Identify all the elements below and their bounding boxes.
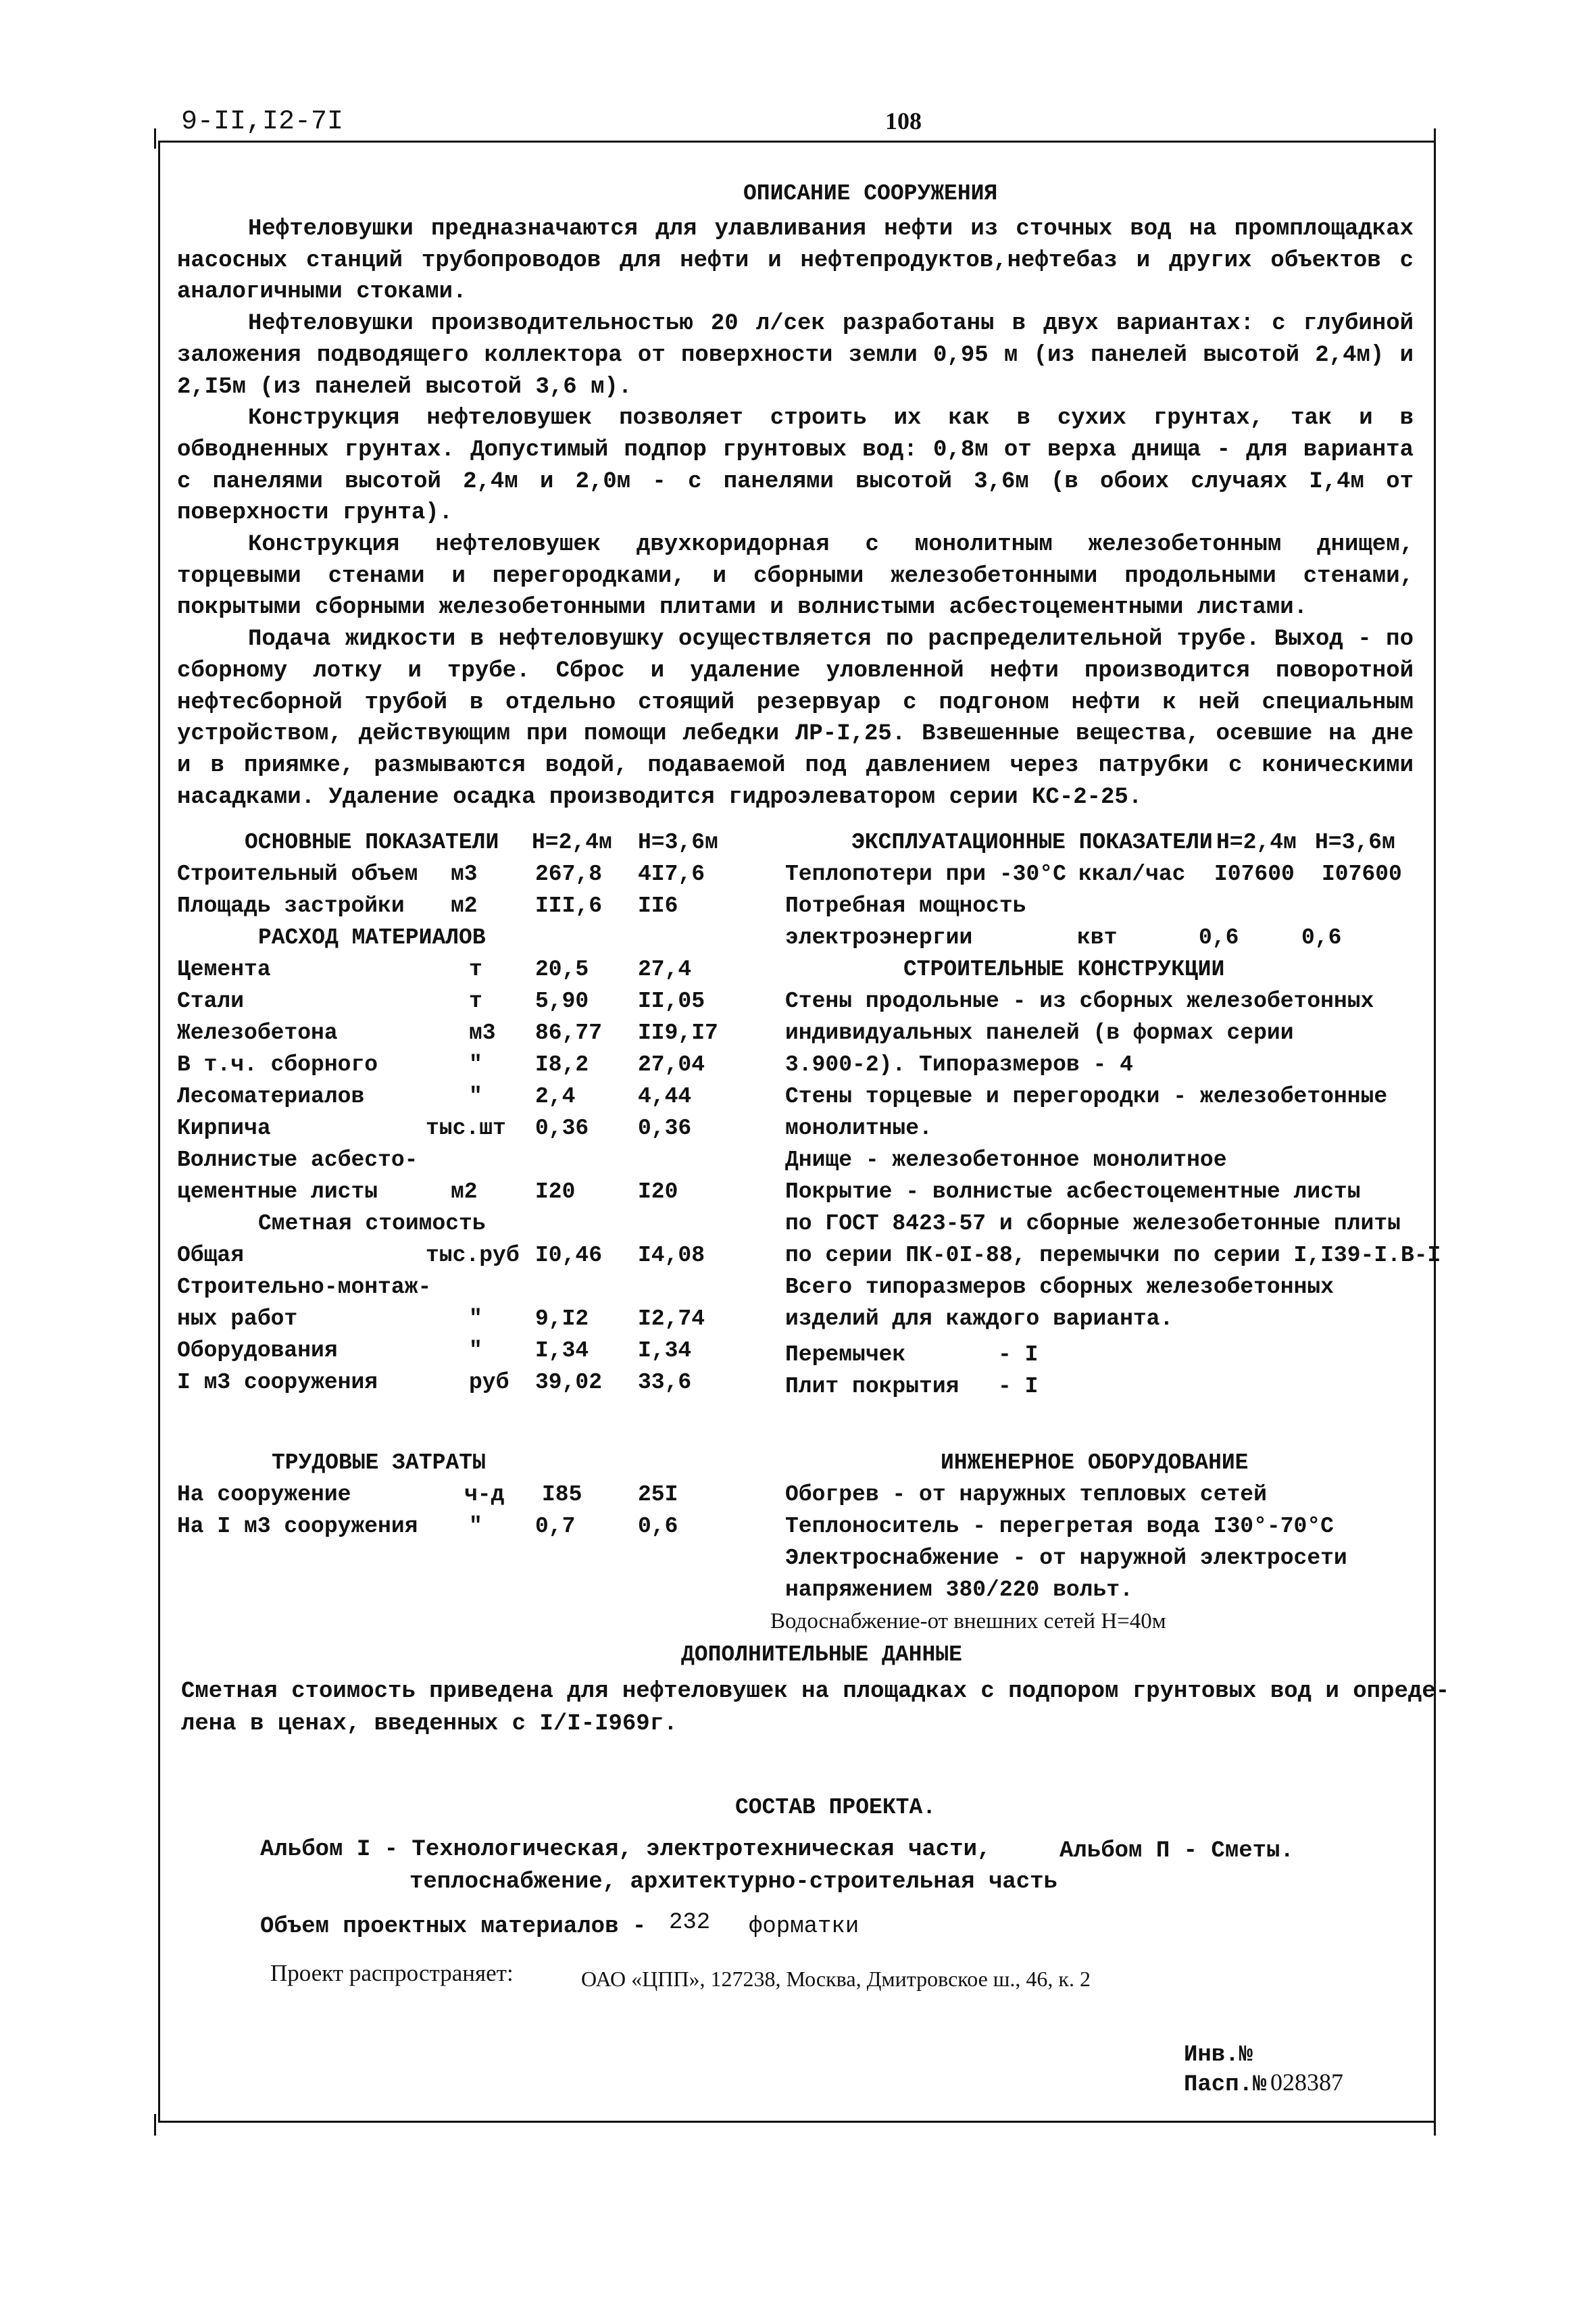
operational-header — [785, 830, 1420, 862]
row-name: Оборудования — [177, 1338, 338, 1363]
row-value-2: II9,I7 — [638, 1020, 718, 1045]
engineering-text: напряжением 380/220 вольт. — [785, 1577, 1133, 1602]
album-2-line: Альбом П - Сметы. — [1059, 1838, 1294, 1864]
album-1-line: теплоснабжение, архитектурно-строительная часть — [409, 1869, 1057, 1895]
distributor-label: Проект распространяет: — [270, 1960, 514, 1986]
row-value-1: 0,7 — [535, 1514, 576, 1539]
engineering-equipment — [770, 1450, 1420, 1641]
row-unit: квт — [1077, 925, 1118, 950]
materials-header — [177, 925, 745, 957]
structures-line — [785, 1211, 1420, 1243]
album-1-line: Альбом I - Технологическая, электротехническая части, — [260, 1837, 991, 1863]
distributor-value: ОАО «ЦПП», 127238, Москва, Дмитровское ш., 46, к. 2 — [581, 1967, 1091, 1991]
structures-title: СТРОИТЕЛЬНЫЕ КОНСТРУКЦИИ — [903, 957, 1225, 982]
additional-line: Сметная стоимость приведена для нефтеловушек на площадках с подпором грунтовых вод и опреде- — [181, 1679, 1450, 1704]
labor-costs — [177, 1450, 745, 1546]
row-unit: м2 — [451, 1179, 478, 1204]
row-name: Строительно-монтаж- — [177, 1275, 432, 1300]
description-paragraph: Конструкция нефтеловушек позволяет строить их как в сухих грунтах, так и в обводненных грунтах. Допустимый подпор грунтовых вод: 0,8м от верха днища - для варианта с панелями высотой 2,4м и 2,0м - с панелями высотой 3,6м (в обоих случаях I,4м от поверхности грунта). — [177, 405, 1414, 526]
row-name: цементные листы — [177, 1179, 378, 1204]
engineering-line — [785, 1577, 1420, 1609]
passport-label: Пасп.№ — [1184, 2072, 1267, 2098]
row-value-1: 2,4 — [535, 1084, 576, 1109]
row-value-1: 5,90 — [535, 989, 589, 1014]
lintels-value: - I — [998, 1342, 1039, 1367]
row-name: Стали — [177, 989, 245, 1014]
table-row — [177, 893, 745, 925]
structures-line — [785, 1084, 1420, 1116]
row-name: Железобетона — [177, 1020, 338, 1045]
row-value-1: I07600 — [1214, 862, 1295, 887]
engineering-line — [770, 1609, 1420, 1641]
volume-label: Объем проектных материалов - — [260, 1914, 647, 1940]
structures-line — [785, 989, 1420, 1020]
document-code: 9-II,I2-7I — [181, 107, 344, 137]
labor-title: ТРУДОВЫЕ ЗАТРАТЫ — [272, 1450, 486, 1475]
cost-title: Сметная стоимость — [258, 1211, 486, 1236]
operational-indicators — [785, 830, 1441, 1406]
table-row — [177, 989, 745, 1020]
description-paragraph: Нефтеловушки предназначаются для улавливания нефти из сточных вод на промплощадках насосных станций трубопроводов для нефти и нефтепродуктов,нефтебаз и других объектов с аналогичными стоками. — [177, 216, 1414, 305]
frame-tick-top — [154, 128, 156, 149]
structures-text: индивидуальных панелей (в формах серии — [785, 1020, 1294, 1045]
inventory-label: Инв.№ — [1184, 2042, 1253, 2068]
engineering-text: Электроснабжение - от наружной электросети — [785, 1546, 1347, 1571]
row-value-1: 267,8 — [535, 862, 603, 887]
row-value-1: III,6 — [535, 893, 603, 918]
row-unit: " — [469, 1084, 482, 1109]
description-body — [177, 214, 1414, 813]
table-row — [785, 893, 1420, 925]
table-row — [177, 1370, 745, 1402]
structures-text: Стены торцевые и перегородки - железобетонные — [785, 1084, 1388, 1109]
row-name: Площадь застройки — [177, 893, 405, 918]
slabs-label: Плит покрытия — [785, 1374, 959, 1399]
table-row — [177, 1052, 745, 1084]
row-name: электроэнергии — [785, 925, 973, 950]
composition-title: СОСТАВ ПРОЕКТА. — [735, 1795, 937, 1820]
table-row — [177, 1514, 745, 1546]
row-value-2: I4,08 — [638, 1243, 705, 1268]
main-indicators-title: ОСНОВНЫЕ ПОКАЗАТЕЛИ — [245, 830, 499, 855]
row-value-2: 4,44 — [638, 1084, 692, 1109]
row-name: Теплопотери при -30°С — [785, 862, 1066, 887]
row-name: I м3 сооружения — [177, 1370, 378, 1395]
row-value-2: 27,4 — [638, 957, 692, 982]
row-value-1: I,34 — [535, 1338, 589, 1363]
row-value-2: 27,04 — [638, 1052, 705, 1077]
row-unit: тыс.руб — [426, 1243, 520, 1268]
description-paragraph: Подача жидкости в нефтеловушку осуществляется по распределительной трубе. Выход - по сборному лотку и трубе. Сброс и удаление уловленной нефти производится поворотной нефтесборной трубой в отдельно стоящий резервуар с подгоном нефти к ней специальным устройством, действующим при помощи лебедки ЛР-I,25. Взвешенные вещества, осевшие на дне и в приямке, размываются водой, подаваемой под давлением через патрубки с коническими насадками. Удаление осадка производится гидроэлеватором серии КС-2-25. — [177, 626, 1414, 810]
column-h24: Н=2,4м — [532, 830, 612, 855]
row-value-1: 20,5 — [535, 957, 589, 982]
structures-line — [785, 1052, 1420, 1084]
column-h24: Н=2,4м — [1216, 830, 1297, 855]
table-row — [785, 1374, 1420, 1406]
structures-text: изделий для каждого варианта. — [785, 1306, 1174, 1331]
row-value-2: II6 — [638, 893, 678, 918]
additional-line: лена в ценах, введенных с I/I-I969г. — [181, 1711, 678, 1737]
row-value-1: 39,02 — [535, 1370, 603, 1395]
engineering-header — [785, 1450, 1420, 1482]
row-value-1: 9,I2 — [535, 1306, 589, 1331]
row-name: Волнистые асбесто- — [177, 1148, 418, 1173]
row-value-2: I,34 — [638, 1338, 692, 1363]
row-value-2: 0,6 — [1301, 925, 1342, 950]
row-unit: руб — [469, 1370, 509, 1395]
row-name: На сооружение — [177, 1482, 351, 1507]
description-paragraph: Нефтеловушки производительностью 20 л/сек разработаны в двух вариантах: с глубиной заложения подводящего коллектора от поверхности земли 0,95 м (из панелей высотой 2,4м) и 2,I5м (из панелей высотой 3,6 м). — [177, 311, 1414, 400]
table-row — [177, 1275, 745, 1306]
structures-line — [785, 1020, 1420, 1052]
row-unit: т — [469, 989, 482, 1014]
main-indicators — [177, 830, 745, 1402]
row-value-1: I0,46 — [535, 1243, 603, 1268]
column-h36: Н=3,6м — [638, 830, 718, 855]
column-h36: Н=3,6м — [1315, 830, 1395, 855]
row-unit: " — [469, 1306, 482, 1331]
water-supply-text: Водоснабжение-от внешних сетей Н=40м — [770, 1609, 1166, 1633]
table-row — [785, 925, 1420, 957]
row-value-2: 0,36 — [638, 1116, 692, 1141]
row-name: Строительный объем — [177, 862, 418, 887]
cost-header — [177, 1211, 745, 1243]
table-row — [177, 1020, 745, 1052]
row-unit: " — [469, 1052, 482, 1077]
row-value-2: I07600 — [1322, 862, 1402, 887]
row-value-2: I2,74 — [638, 1306, 705, 1331]
engineering-title: ИНЖЕНЕРНОЕ ОБОРУДОВАНИЕ — [941, 1450, 1249, 1475]
structures-text: 3.900-2). Типоразмеров - 4 — [785, 1052, 1133, 1077]
table-row — [177, 1148, 745, 1179]
lintels-label: Перемычек — [785, 1342, 906, 1367]
table-row — [177, 1116, 745, 1148]
row-unit: м3 — [469, 1020, 496, 1045]
row-value-1: 86,77 — [535, 1020, 603, 1045]
row-value-2: 33,6 — [638, 1370, 692, 1395]
row-name: На I м3 сооружения — [177, 1514, 418, 1539]
structures-text: по ГОСТ 8423-57 и сборные железобетонные плиты — [785, 1211, 1401, 1236]
table-row — [177, 1243, 745, 1275]
volume-value: 232 — [669, 1910, 711, 1936]
row-name: Общая — [177, 1243, 245, 1268]
table-row — [177, 1306, 745, 1338]
main-indicators-header — [177, 830, 745, 862]
additional-title: ДОПОЛНИТЕЛЬНЫЕ ДАННЫЕ — [681, 1642, 962, 1667]
table-row — [177, 862, 745, 893]
table-row — [177, 1482, 745, 1514]
structures-line — [785, 1179, 1420, 1211]
table-row — [177, 1084, 745, 1116]
structures-text: монолитные. — [785, 1116, 932, 1141]
row-value-2: I20 — [638, 1179, 678, 1204]
table-row — [177, 957, 745, 989]
table-row — [177, 1338, 745, 1370]
engineering-text: Обогрев - от наружных тепловых сетей — [785, 1482, 1267, 1507]
structures-header — [785, 957, 1420, 989]
engineering-line — [785, 1514, 1420, 1546]
row-unit: м3 — [451, 862, 478, 887]
operational-title: ЭКСПЛУАТАЦИОННЫЕ ПОКАЗАТЕЛИ — [851, 830, 1213, 855]
row-unit: ч-д — [464, 1482, 505, 1507]
row-unit: тыс.шт — [426, 1116, 506, 1141]
row-name: Лесоматериалов — [177, 1084, 365, 1109]
structures-line — [785, 1243, 1441, 1275]
table-row — [177, 1179, 745, 1211]
slabs-value: - I — [998, 1374, 1039, 1399]
engineering-line — [785, 1482, 1420, 1514]
row-name: Цемента — [177, 957, 271, 982]
row-value-2: II,05 — [638, 989, 705, 1014]
labor-header — [177, 1450, 745, 1482]
row-value-1: I20 — [535, 1179, 576, 1204]
structures-line — [785, 1148, 1420, 1179]
row-value-1: I8,2 — [535, 1052, 589, 1077]
row-value-2: 0,6 — [638, 1514, 678, 1539]
row-value-1: 0,36 — [535, 1116, 589, 1141]
structures-line — [785, 1116, 1420, 1148]
row-name: Кирпича — [177, 1116, 271, 1141]
frame-right-line — [1434, 128, 1436, 2136]
table-row — [785, 862, 1420, 893]
row-value-1: I85 — [542, 1482, 582, 1507]
structures-text: Всего типоразмеров сборных железобетонных — [785, 1275, 1334, 1300]
structures-text: по серии ПК-0I-88, перемычки по серии I,I39-I.В-I — [785, 1243, 1441, 1268]
row-unit: ккал/час — [1078, 862, 1186, 887]
row-unit: " — [469, 1338, 482, 1363]
table-row — [785, 1342, 1420, 1374]
row-name: ных работ — [177, 1306, 298, 1331]
row-name: В т.ч. сборного — [177, 1052, 378, 1077]
row-value-2: 25I — [638, 1482, 678, 1507]
frame-tick-bottom — [154, 2114, 156, 2136]
row-value-1: 0,6 — [1199, 925, 1239, 950]
row-value-2: 4I7,6 — [638, 862, 705, 887]
description-title: ОПИСАНИЕ СООРУЖЕНИЯ — [743, 181, 998, 206]
description-paragraph: Конструкция нефтеловушек двухкоридорная с монолитным железобетонным днищем, торцевыми стенами и перегородками, и сборными железобетонными продольными стенами, покрытыми сборными железобетонными плитами и волнистыми асбестоцементными листами. — [177, 532, 1414, 621]
row-unit: м2 — [451, 893, 478, 918]
engineering-line — [785, 1546, 1420, 1577]
structures-text: Днище - железобетонное монолитное — [785, 1148, 1227, 1173]
row-name: Потребная мощность — [785, 893, 1026, 918]
volume-unit: форматки — [749, 1914, 859, 1940]
row-unit: " — [469, 1514, 482, 1539]
page-number: 108 — [885, 107, 922, 134]
passport-number: 028387 — [1270, 2069, 1343, 2096]
engineering-text: Теплоноситель - перегретая вода I30°-70°С — [785, 1514, 1334, 1539]
structures-text: Покрытие - волнистые асбестоцементные листы — [785, 1179, 1361, 1204]
materials-title: РАСХОД МАТЕРИАЛОВ — [258, 925, 486, 950]
row-unit: т — [469, 957, 482, 982]
structures-line — [785, 1306, 1420, 1338]
structures-line — [785, 1275, 1420, 1306]
structures-text: Стены продольные - из сборных железобетонных — [785, 989, 1374, 1014]
